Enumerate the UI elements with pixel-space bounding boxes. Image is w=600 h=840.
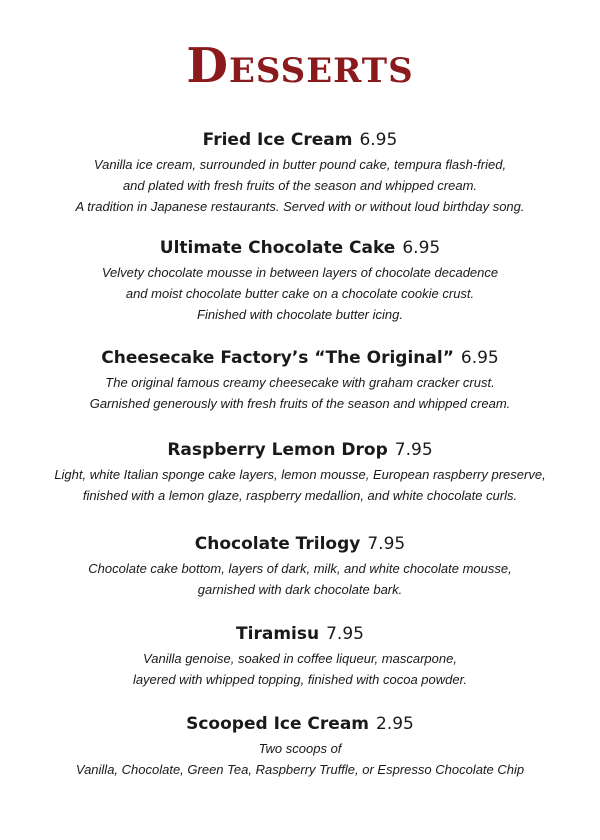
item-description [0,558,600,600]
description-line: Chocolate cake bottom, layers of dark, milk, and white chocolate mousse, [88,561,512,576]
description-line: layered with whipped topping, finished with cocoa powder. [132,672,468,687]
item-name: Fried Ice Cream [202,130,353,150]
description-line: Finished with chocolate butter icing. [197,307,403,322]
item-price: 6.95 [402,238,441,258]
item-price: 6.95 [460,348,499,368]
description-line: Vanilla, Chocolate, Green Tea, Raspberry Truffle, or Espresso Chocolate Chip [75,762,525,777]
item-price: 7.95 [394,440,433,460]
description-line: garnished with dark chocolate bark. [197,582,403,597]
description-line: and moist chocolate butter cake on a chocolate cookie crust. [125,286,475,301]
item-description [0,648,600,690]
item-name: Ultimate Chocolate Cake [159,238,396,258]
item-description [0,262,600,325]
item-description [0,738,600,780]
item-description [0,154,600,217]
item-description [0,372,600,414]
menu-item-ultimate-chocolate-cake [0,236,600,325]
item-heading [0,236,600,260]
menu-item-chocolate-trilogy [0,532,600,600]
item-price: 7.95 [367,534,406,554]
menu-item-fried-ice-cream [0,128,600,217]
menu-title: Desserts [186,38,414,94]
item-heading [0,346,600,370]
description-line: finished with a lemon glaze, raspberry medallion, and white chocolate curls. [82,488,518,503]
description-line: Light, white Italian sponge cake layers, lemon mousse, European raspberry preserve, [54,467,546,482]
description-line: A tradition in Japanese restaurants. Served with or without loud birthday song. [75,199,525,214]
menu-item-cheesecake-original [0,346,600,414]
item-heading [0,532,600,556]
description-line: Garnished generously with fresh fruits of the season and whipped cream. [89,396,511,411]
item-price: 2.95 [376,714,414,734]
menu-item-scooped-ice-cream [0,712,600,780]
description-line: Vanilla ice cream, surrounded in butter pound cake, tempura flash-fried, [93,157,507,172]
item-price: 7.95 [326,624,364,644]
item-name: Tiramisu [236,624,320,644]
item-heading [0,622,600,646]
description-line: Vanilla genoise, soaked in coffee liqueur, mascarpone, [143,651,457,666]
description-line: Two scoops of [258,741,342,756]
item-description [0,464,600,506]
menu-item-raspberry-lemon-drop [0,438,600,506]
description-line: and plated with fresh fruits of the season and whipped cream. [122,178,478,193]
description-line: The original famous creamy cheesecake with graham cracker crust. [105,375,495,390]
item-name: Chocolate Trilogy [194,534,361,554]
item-heading [0,712,600,736]
item-price: 6.95 [359,130,398,150]
item-heading [0,128,600,152]
item-heading [0,438,600,462]
item-name: Scooped Ice Cream [186,714,370,734]
item-name: Raspberry Lemon Drop [167,440,388,460]
item-name: Cheesecake Factory’s “The Original” [101,348,454,368]
description-line: Velvety chocolate mousse in between layers of chocolate decadence [101,265,499,280]
menu-item-tiramisu [0,622,600,690]
